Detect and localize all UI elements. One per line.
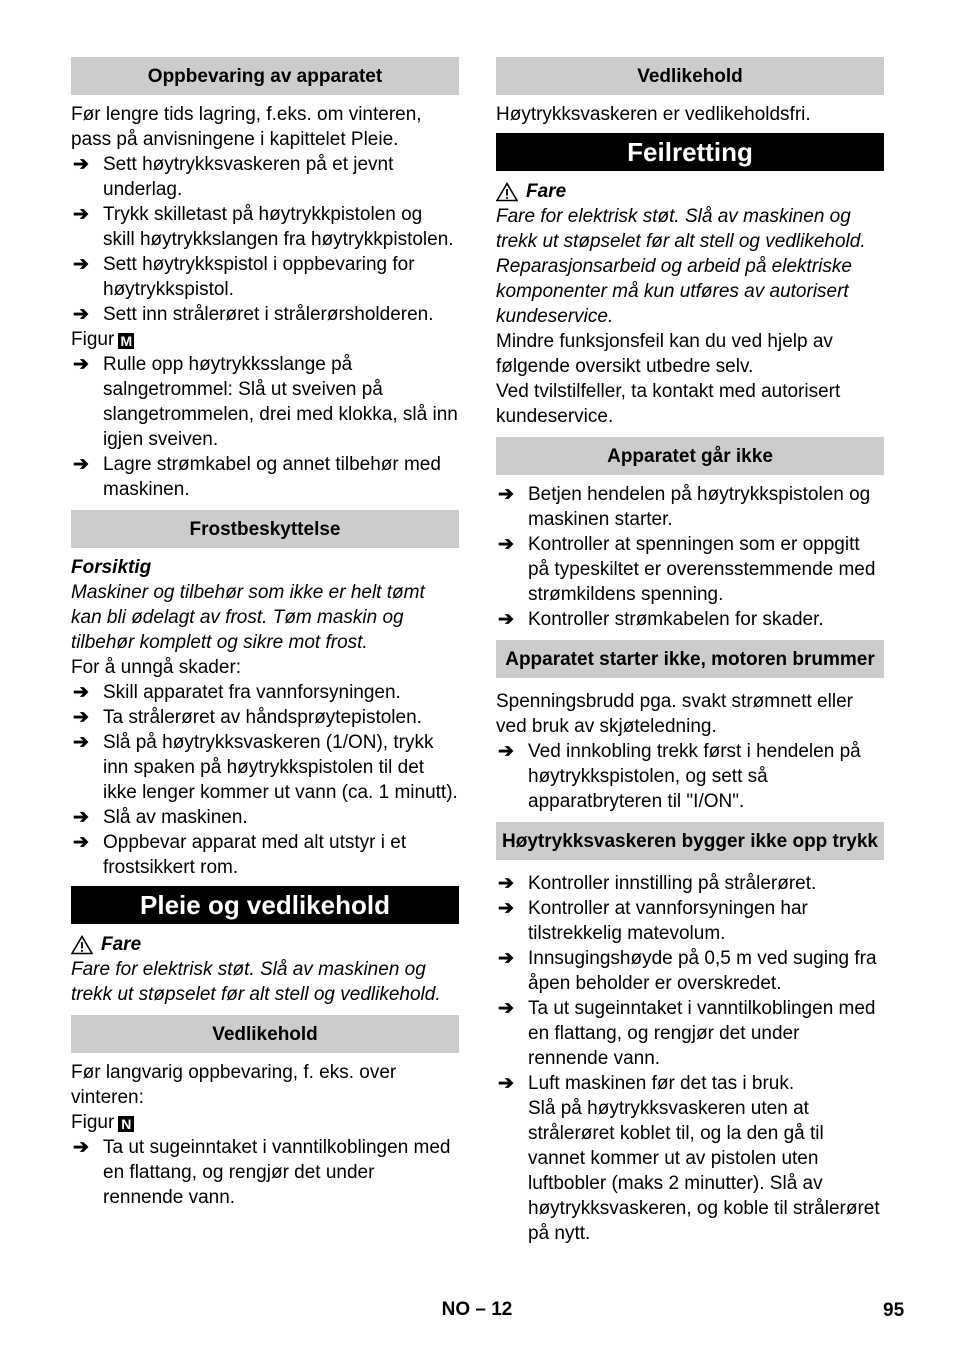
danger-title: Fare [496, 179, 884, 204]
arrow-right-icon: ➔ [73, 807, 89, 828]
no-pressure-list [496, 871, 884, 1096]
arrow-right-icon: ➔ [73, 682, 89, 703]
list-item: ➔ Betjen hendelen på høytrykkspistolen og maskinen starter. [498, 484, 871, 530]
arrow-right-icon: ➔ [73, 454, 89, 475]
danger-text-1: Fare for elektrisk støt. Slå av maskinen og trekk ut støpselet før alt stell og vedlikehold. [496, 206, 866, 252]
section-heading-no-pressure: Høytrykksvaskeren bygger ikke opp trykk [496, 822, 884, 860]
page-number: 95 [883, 1300, 905, 1321]
caution-text: Maskiner og tilbehør som ikke er helt tømt kan bli ødelagt av frost. Tøm maskin og tilbehør komplett og sikre mot frost. [71, 582, 425, 653]
list-item: ➔ Skill apparatet fra vannforsyningen. [73, 682, 401, 703]
figure-reference-n: Figur N [71, 1110, 459, 1135]
caution-title: Forsiktig [71, 557, 152, 578]
storage-list-1 [71, 152, 459, 327]
frost-list [71, 680, 459, 880]
section-heading-storage: Oppbevaring av apparatet [71, 57, 459, 95]
list-item: ➔ Kontroller at vannforsyningen har tilstrekkelig matevolum. [498, 898, 808, 944]
arrow-right-icon: ➔ [73, 304, 89, 325]
figure-reference-m: Figur M [71, 327, 459, 352]
maintenance-intro: Før langvarig oppbevaring, f. eks. over vinteren: [71, 1062, 397, 1108]
arrow-right-icon: ➔ [73, 204, 89, 225]
arrow-right-icon: ➔ [73, 732, 89, 753]
danger-text-2: Reparasjonsarbeid og arbeid på elektriske komponenter må kun utføres av autorisert kundeservice. [496, 256, 852, 327]
left-column [71, 57, 459, 1210]
maintenance-free-text: Høytrykksvaskeren er vedlikeholdsfri. [496, 104, 811, 125]
chapter-heading-troubleshooting: Feilretting [496, 133, 884, 171]
list-item: ➔ Rulle opp høytrykksslange på salngetrommel: Slå ut sveiven på slangetrommelen, drei med klokka, slå inn igjen sveiven. [73, 354, 458, 450]
list-item: ➔ Ved innkobling trekk først i hendelen på høytrykkspistolen, og sett så apparatbryteren til "I/ON". [498, 741, 861, 812]
arrow-right-icon: ➔ [498, 534, 514, 555]
arrow-right-icon: ➔ [73, 832, 89, 853]
list-item: ➔ Lagre strømkabel og annet tilbehør med maskinen. [73, 454, 441, 500]
right-column [496, 57, 884, 1246]
list-item: ➔ Ta ut sugeinntaket i vanntilkoblingen med en flattang, og rengjør det under rennende vann. [498, 998, 876, 1069]
arrow-right-icon: ➔ [73, 1137, 89, 1158]
arrow-right-icon: ➔ [73, 354, 89, 375]
arrow-right-icon: ➔ [498, 898, 514, 919]
section-heading-motor-hums: Apparatet starter ikke, motoren brummer [496, 640, 884, 678]
motor-hums-list [496, 739, 884, 814]
list-item: ➔ Innsugingshøyde på 0,5 m ved suging fra åpen beholder er overskredet. [498, 948, 877, 994]
no-pressure-continuation: Slå på høytrykksvaskeren uten at strålerøret koblet til, og la den gå til vannet kommer ut av pistolen uten luftbobler (maks 2 minutter). Slå av høytrykksvaskeren, og koble til strålerøret på nytt. [528, 1098, 880, 1244]
storage-list-2 [71, 352, 459, 502]
figure-n-icon: N [118, 1116, 134, 1132]
section-heading-frost: Frostbeskyttelse [71, 510, 459, 548]
arrow-right-icon: ➔ [498, 948, 514, 969]
list-item: ➔ Luft maskinen før det tas i bruk. [498, 1073, 795, 1094]
arrow-right-icon: ➔ [498, 873, 514, 894]
figure-m-icon: M [118, 333, 134, 349]
warning-triangle-icon [496, 182, 518, 202]
section-heading-maintenance-right: Vedlikehold [496, 57, 884, 95]
list-item: ➔ Sett høytrykkspistol i oppbevaring for høytrykkspistol. [73, 254, 415, 300]
arrow-right-icon: ➔ [73, 254, 89, 275]
not-running-list [496, 482, 884, 632]
list-item: ➔ Sett høytrykksvaskeren på et jevnt underlag. [73, 154, 394, 200]
list-item: ➔ Kontroller innstilling på strålerøret. [498, 873, 817, 894]
list-item: ➔ Trykk skilletast på høytrykkpistolen og skill høytrykkslangen fra høytrykkpistolen. [73, 204, 454, 250]
list-item: ➔ Sett inn strålerøret i strålerørsholderen. [73, 304, 434, 325]
section-heading-maintenance: Vedlikehold [71, 1015, 459, 1053]
arrow-right-icon: ➔ [73, 154, 89, 175]
arrow-right-icon: ➔ [498, 1073, 514, 1094]
section-heading-not-running: Apparatet går ikke [496, 437, 884, 475]
list-item: ➔ Ta ut sugeinntaket i vanntilkoblingen med en flattang, og rengjør det under rennende vann. [73, 1137, 451, 1208]
page-label: NO – 12 [441, 1299, 513, 1320]
arrow-right-icon: ➔ [498, 609, 514, 630]
list-item: ➔ Kontroller strømkabelen for skader. [498, 609, 824, 630]
list-item: ➔ Oppbevar apparat med alt utstyr i et frostsikkert rom. [73, 832, 407, 878]
arrow-right-icon: ➔ [73, 707, 89, 728]
list-item: ➔ Kontroller at spenningen som er oppgitt på typeskiltet er overensstemmende med strømkildens spenning. [498, 534, 876, 605]
maintenance-list [71, 1135, 459, 1210]
warning-triangle-icon [71, 935, 93, 955]
arrow-right-icon: ➔ [498, 484, 514, 505]
frost-intro: For å unngå skader: [71, 657, 242, 678]
danger-title: Fare [71, 932, 459, 957]
motor-hums-text: Spenningsbrudd pga. svakt strømnett eller ved bruk av skjøteledning. [496, 691, 853, 737]
arrow-right-icon: ➔ [498, 998, 514, 1019]
troubleshooting-text-1: Mindre funksjonsfeil kan du ved hjelp av følgende oversikt utbedre selv. [496, 331, 833, 377]
storage-intro: Før lengre tids lagring, f.eks. om vinteren, pass på anvisningene i kapittelet Pleie. [71, 104, 422, 150]
danger-text: Fare for elektrisk støt. Slå av maskinen og trekk ut støpselet før alt stell og vedlikehold. [71, 959, 441, 1005]
list-item: ➔ Slå på høytrykksvaskeren (1/ON), trykk inn spaken på høytrykkspistolen til det ikke lenger kommer ut vann (ca. 1 minutt). [73, 732, 458, 803]
arrow-right-icon: ➔ [498, 741, 514, 762]
chapter-heading-care: Pleie og vedlikehold [71, 886, 459, 924]
list-item: ➔ Slå av maskinen. [73, 807, 248, 828]
list-item: ➔ Ta strålerøret av håndsprøytepistolen. [73, 707, 422, 728]
troubleshooting-text-2: Ved tvilstilfeller, ta kontakt med autorisert kundeservice. [496, 381, 841, 427]
